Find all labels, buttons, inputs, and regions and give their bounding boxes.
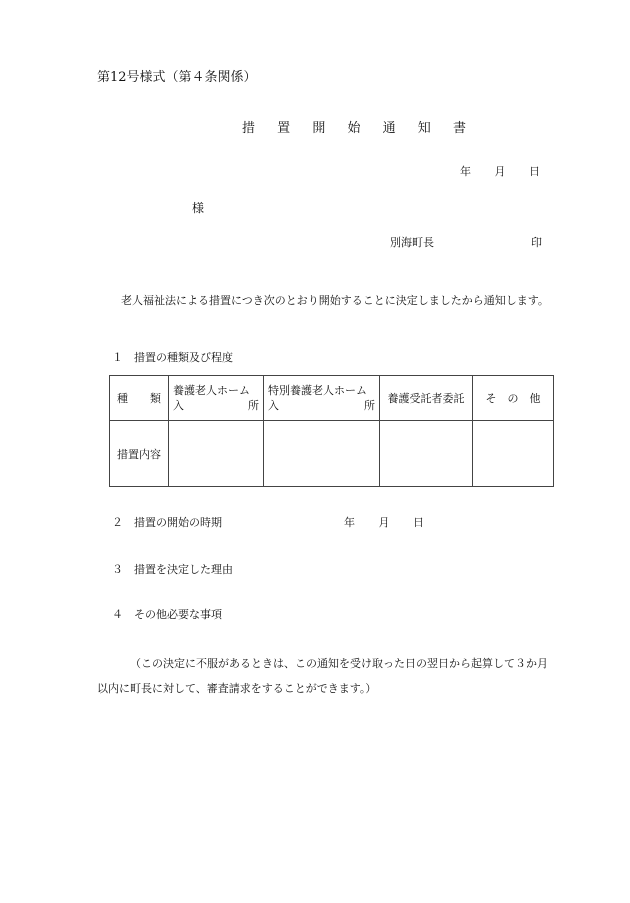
col1-top: 養護老人ホーム — [173, 384, 250, 397]
input-cell-foster-care[interactable] — [380, 421, 473, 487]
title-char: 知 — [417, 121, 433, 136]
measure-type-table — [109, 375, 554, 487]
date-month: 月 — [494, 165, 506, 178]
document-title — [242, 117, 482, 136]
header-nursing-home-cell — [169, 376, 264, 421]
input-cell-nursing-home[interactable] — [169, 421, 264, 487]
col1-bottom-right: 所 — [248, 399, 259, 412]
date-day: 日 — [529, 165, 540, 178]
title-char: 通 — [382, 121, 398, 136]
date-year: 年 — [344, 516, 355, 529]
title-char: 置 — [277, 121, 293, 136]
section-3-heading: ３ 措置を決定した理由 — [112, 563, 233, 576]
section-1-heading: １ 措置の種類及び程度 — [112, 351, 233, 364]
title-char: 措 — [242, 121, 258, 136]
header-foster-care-cell: 養護受託者委託 — [380, 376, 473, 421]
header-special-nursing-home-cell — [264, 376, 380, 421]
table-row — [110, 376, 554, 421]
col2-bottom-left: 入 — [268, 399, 279, 412]
date-day: 日 — [413, 516, 424, 529]
date-year: 年 — [460, 165, 471, 178]
col2-top: 特別養護老人ホーム — [268, 384, 367, 397]
date-month: 月 — [378, 516, 390, 529]
input-cell-special-nursing-home[interactable] — [264, 421, 380, 487]
appeal-note-line-1: （この決定に不服があるときは、この通知を受け取った日の翌日から起算して３か月 — [130, 657, 548, 670]
title-char: 開 — [312, 121, 328, 136]
col2-bottom-right: 所 — [364, 399, 375, 412]
issue-date — [460, 163, 560, 179]
form-number: 第12号様式（第４条関係） — [97, 70, 257, 85]
appeal-note-line-2: 以内に町長に対して、審査請求をすることができます。） — [97, 682, 377, 695]
body-text: 老人福祉法による措置につき次のとおり開始することに決定しましたから通知します。 — [121, 294, 549, 307]
header-type-cell: 種 類 — [110, 376, 169, 421]
title-char: 書 — [452, 121, 468, 136]
start-date — [344, 514, 444, 530]
input-cell-other[interactable] — [473, 421, 554, 487]
title-char: 始 — [347, 121, 363, 136]
seal-mark: 印 — [531, 236, 542, 249]
row-label-measure-content: 措置内容 — [110, 421, 169, 487]
section-4-heading: ４ その他必要な事項 — [112, 608, 222, 621]
addressee-suffix: 様 — [192, 201, 205, 215]
sender-name: 別海町長 — [390, 236, 434, 249]
table-row — [110, 421, 554, 487]
col1-bottom-left: 入 — [173, 399, 184, 412]
section-2-heading: ２ 措置の開始の時期 — [112, 516, 222, 529]
header-other-cell: そ の 他 — [473, 376, 554, 421]
